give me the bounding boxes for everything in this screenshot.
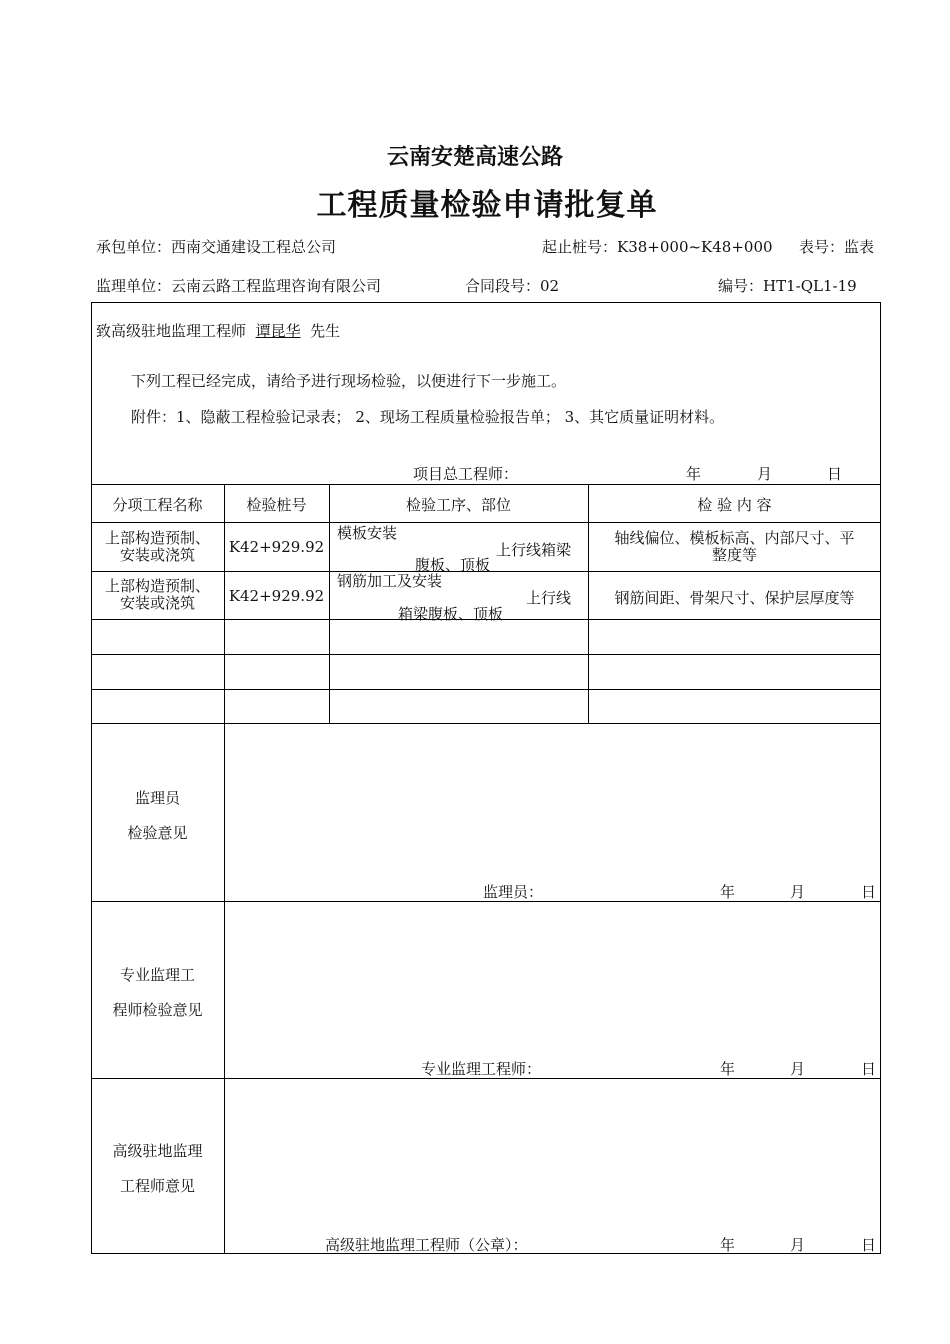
date-month: 月: [757, 465, 773, 483]
divider: [91, 484, 881, 485]
header-item-name: 分项工程名称: [112, 496, 203, 514]
addressee-name: 谭昆华: [255, 322, 301, 340]
opinion-3-month: 月: [790, 1236, 806, 1254]
opinion-1-label-line2: 检验意见: [127, 824, 188, 842]
attachments-text: 附件：1、隐蔽工程检验记录表； 2、现场工程质量检验报告单； 3、其它质量证明材料。: [131, 408, 725, 426]
contractor-info: 承包单位：西南交通建设工程总公司: [96, 238, 337, 256]
divider: [91, 689, 881, 690]
supervisor-unit: 监理单位：云南云路工程监理咨询有限公司: [96, 277, 382, 295]
opinion-1-label-line1: 监理员: [134, 789, 180, 807]
opinion-2-label-line1: 专业监理工: [119, 966, 195, 984]
opinion-1-month: 月: [790, 883, 806, 901]
table-row-2-name: 上部构造预制、 安装或浇筑: [104, 577, 210, 612]
divider: [91, 522, 881, 523]
table-row-1-part: 腹板、顶板: [415, 556, 491, 574]
table-row-2-location: 上行线: [526, 589, 572, 607]
addressee-prefix: 致高级驻地监理工程师: [96, 322, 247, 340]
table-row-1-station: K42+929.92: [228, 538, 325, 556]
form-number: 表号：监表: [799, 238, 875, 256]
table-row-1-content: 轴线偏位、模板标高、内部尺寸、平 整度等: [614, 529, 855, 564]
request-text: 下列工程已经完成，请给予进行现场检验，以便进行下一步施工。: [131, 372, 567, 390]
table-row-1-location: 上行线箱梁: [496, 541, 572, 559]
opinion-1-day: 日: [861, 883, 877, 901]
opinion-3-signer: 高级驻地监理工程师（公章）：: [325, 1236, 528, 1254]
table-row-1-name: 上部构造预制、 安装或浇筑: [104, 529, 210, 564]
opinion-3-day: 日: [861, 1236, 877, 1254]
opinion-2-signer: 专业监理工程师：: [421, 1060, 542, 1078]
table-row-2-part: 箱梁腹板、顶板: [398, 605, 504, 623]
opinion-2-label-line2: 程师检验意见: [112, 1001, 203, 1019]
divider: [91, 654, 881, 655]
opinion-1-signer: 监理员：: [483, 883, 544, 901]
header-station: 检验桩号: [246, 496, 307, 514]
opinion-3-label-line2: 工程师意见: [119, 1177, 195, 1195]
table-row-1-process: 模板安装: [337, 524, 398, 542]
serial-number: 编号：HT1-QL1-19: [718, 277, 857, 295]
divider: [91, 723, 881, 724]
table-row-2-process: 钢筋加工及安装: [337, 572, 443, 590]
table-row-2-station: K42+929.92: [228, 587, 325, 605]
date-day: 日: [827, 465, 843, 483]
station-range: 起止桩号：K38+000~K48+000: [542, 238, 773, 256]
header-process: 检验工序、部位: [405, 496, 511, 514]
opinion-3-label-line1: 高级驻地监理: [112, 1142, 203, 1160]
date-year: 年: [686, 465, 702, 483]
table-row-2-content: 钢筋间距、骨架尺寸、保护层厚度等: [614, 589, 855, 607]
contract-section: 合同段号：02: [465, 277, 560, 295]
opinion-2-month: 月: [790, 1060, 806, 1078]
document-subtitle: 云南安楚高速公路: [386, 144, 563, 170]
divider: [329, 484, 330, 723]
opinion-2-day: 日: [861, 1060, 877, 1078]
opinion-1-year: 年: [720, 883, 736, 901]
header-content: 检 验 内 容: [697, 496, 772, 514]
chief-engineer-label: 项目总工程师：: [413, 465, 519, 483]
opinion-2-year: 年: [720, 1060, 736, 1078]
addressee-line: [96, 320, 340, 341]
document-title: 工程质量检验申请批复单: [316, 188, 658, 223]
form-table: [91, 302, 881, 1254]
addressee-suffix: 先生: [310, 322, 341, 340]
opinion-3-year: 年: [720, 1236, 736, 1254]
